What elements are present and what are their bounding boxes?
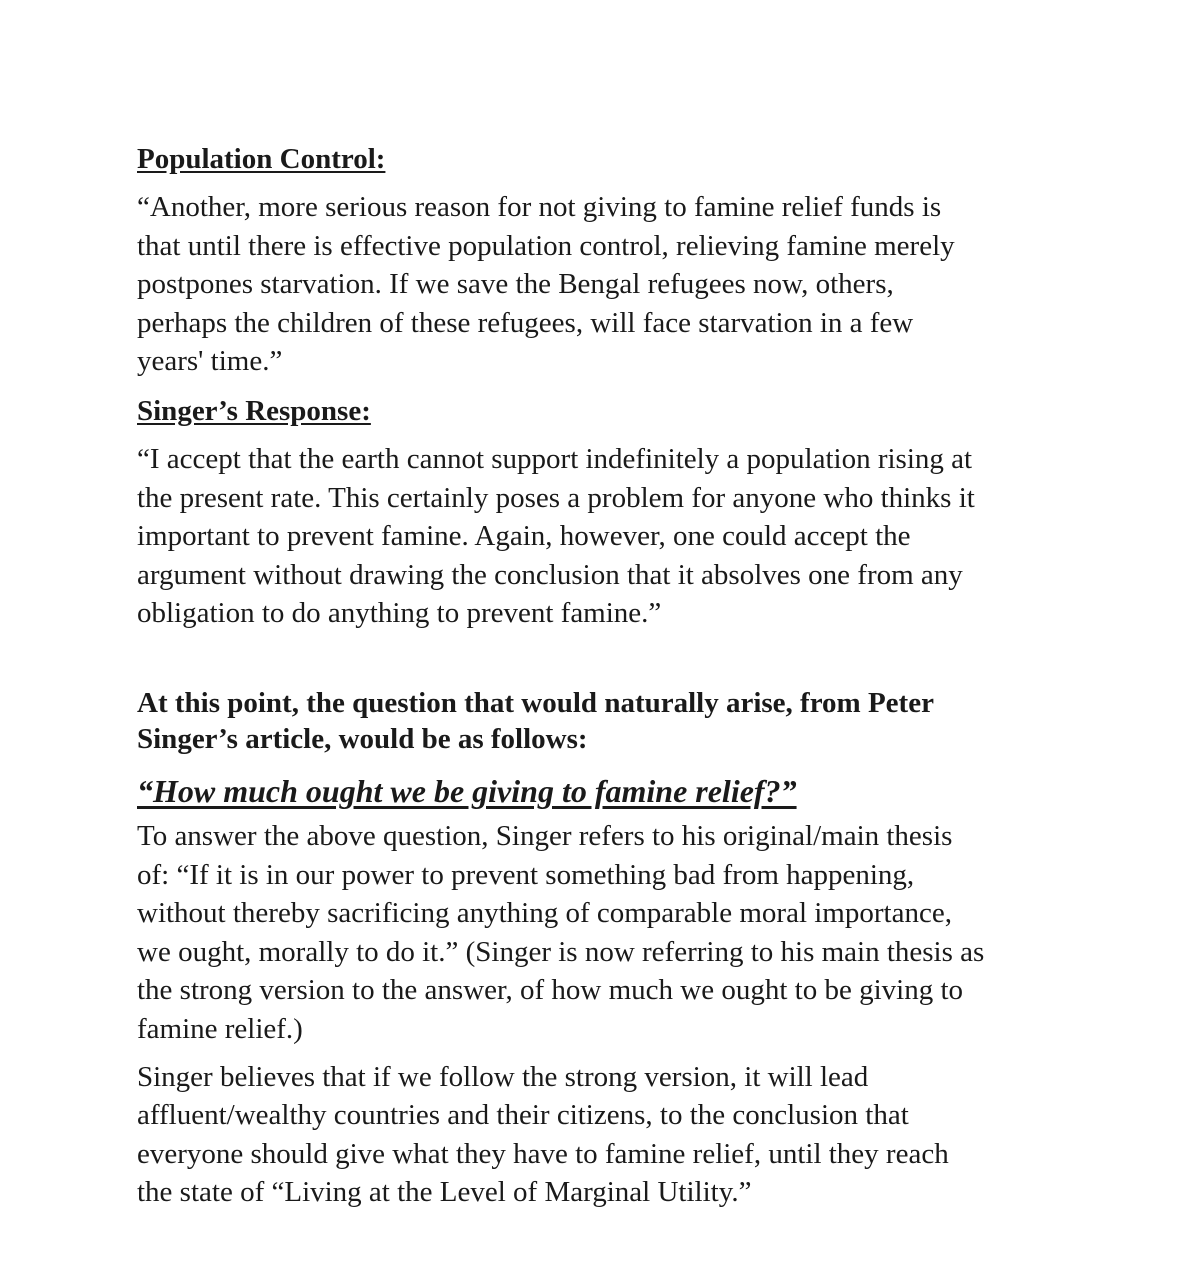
conclusion-paragraph xyxy=(137,1058,1112,1212)
quote-singers-response xyxy=(137,440,1112,633)
text-line: To answer the above question, Singer refers to his original/main thesis xyxy=(137,819,953,852)
answer-paragraph xyxy=(137,817,1112,1049)
text-line: argument without drawing the conclusion that it absolves one from any xyxy=(137,558,963,591)
text-line: Singer believes that if we follow the strong version, it will lead xyxy=(137,1060,869,1093)
text-line: “Another, more serious reason for not giving to famine relief funds is xyxy=(137,191,942,223)
text-line: the state of “Living at the Level of Marginal Utility.” xyxy=(137,1176,752,1209)
section-heading-population-control: Population Control: xyxy=(137,143,386,175)
text-line: important to prevent famine. Again, however, one could accept the xyxy=(137,520,911,553)
text-line: obligation to do anything to prevent famine.” xyxy=(137,597,662,630)
text-line: that until there is effective population control, relieving famine merely xyxy=(137,229,955,262)
text-line: we ought, morally to do it.” (Singer is now referring to his main thesis as xyxy=(137,935,985,968)
text-line: everyone should give what they have to famine relief, until they reach xyxy=(137,1137,949,1170)
text-line: At this point, the question that would naturally arise, from Peter xyxy=(137,686,934,719)
question-lead-in xyxy=(137,685,1112,757)
text-line: the present rate. This certainly poses a problem for anyone who thinks it xyxy=(137,481,975,514)
text-line: of: “If it is in our power to prevent something bad from happening, xyxy=(137,858,915,891)
question-heading: “How much ought we be giving to famine relief?” xyxy=(137,772,797,809)
quote-population-control xyxy=(137,188,1112,381)
text-line: the strong version to the answer, of how much we ought to be giving to xyxy=(137,974,964,1007)
text-line: perhaps the children of these refugees, will face starvation in a few xyxy=(137,306,914,339)
document-content xyxy=(137,140,1112,1212)
text-line: without thereby sacrificing anything of comparable moral importance, xyxy=(137,897,952,930)
text-line: postpones starvation. If we save the Bengal refugees now, others, xyxy=(137,268,894,301)
text-line: “I accept that the earth cannot support indefinitely a population rising at xyxy=(137,442,973,475)
text-line: Singer’s article, would be as follows: xyxy=(137,722,588,755)
text-line: famine relief.) xyxy=(137,1012,303,1045)
text-line: affluent/wealthy countries and their citizens, to the conclusion that xyxy=(137,1099,909,1132)
text-line: years' time.” xyxy=(137,345,283,378)
section-heading-singers-response: Singer’s Response: xyxy=(137,394,371,427)
